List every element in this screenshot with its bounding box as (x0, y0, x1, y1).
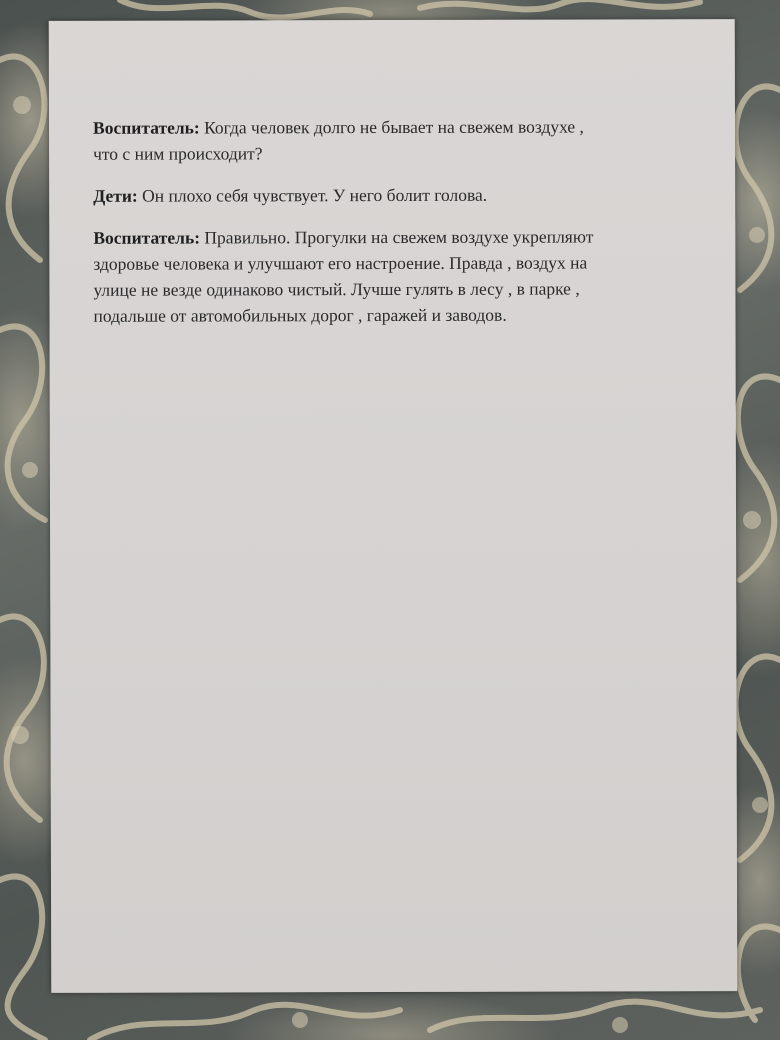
text-line (93, 113, 693, 141)
text-line: здоровье человека и улучшают его настроение. Правда , воздух на (93, 252, 588, 274)
speaker-label: Воспитатель: (93, 227, 201, 248)
text-line (93, 181, 693, 209)
text-line: подальше от автомобильных дорог , гаражей и заводов. (93, 304, 507, 326)
dialogue-paragraph (93, 181, 693, 209)
dialogue-paragraph (93, 113, 693, 167)
speaker-label: Дети: (93, 185, 138, 206)
line-text: Когда человек долго не бывает на свежем воздухе , (204, 116, 584, 138)
line-text: Он плохо себя чувствует. У него болит голова. (142, 184, 488, 206)
text-line (93, 223, 693, 251)
text-line: что с ним происходит? (93, 143, 263, 164)
text-line: улице не везде одинаково чистый. Лучше гулять в лесу , в парке , (93, 278, 580, 300)
line-text: Правильно. Прогулки на свежем воздухе укрепляют (204, 226, 594, 248)
dialogue-text (93, 113, 694, 345)
speaker-label: Воспитатель: (92, 117, 200, 138)
dialogue-paragraph (93, 223, 693, 329)
paper-sheet (49, 19, 738, 993)
